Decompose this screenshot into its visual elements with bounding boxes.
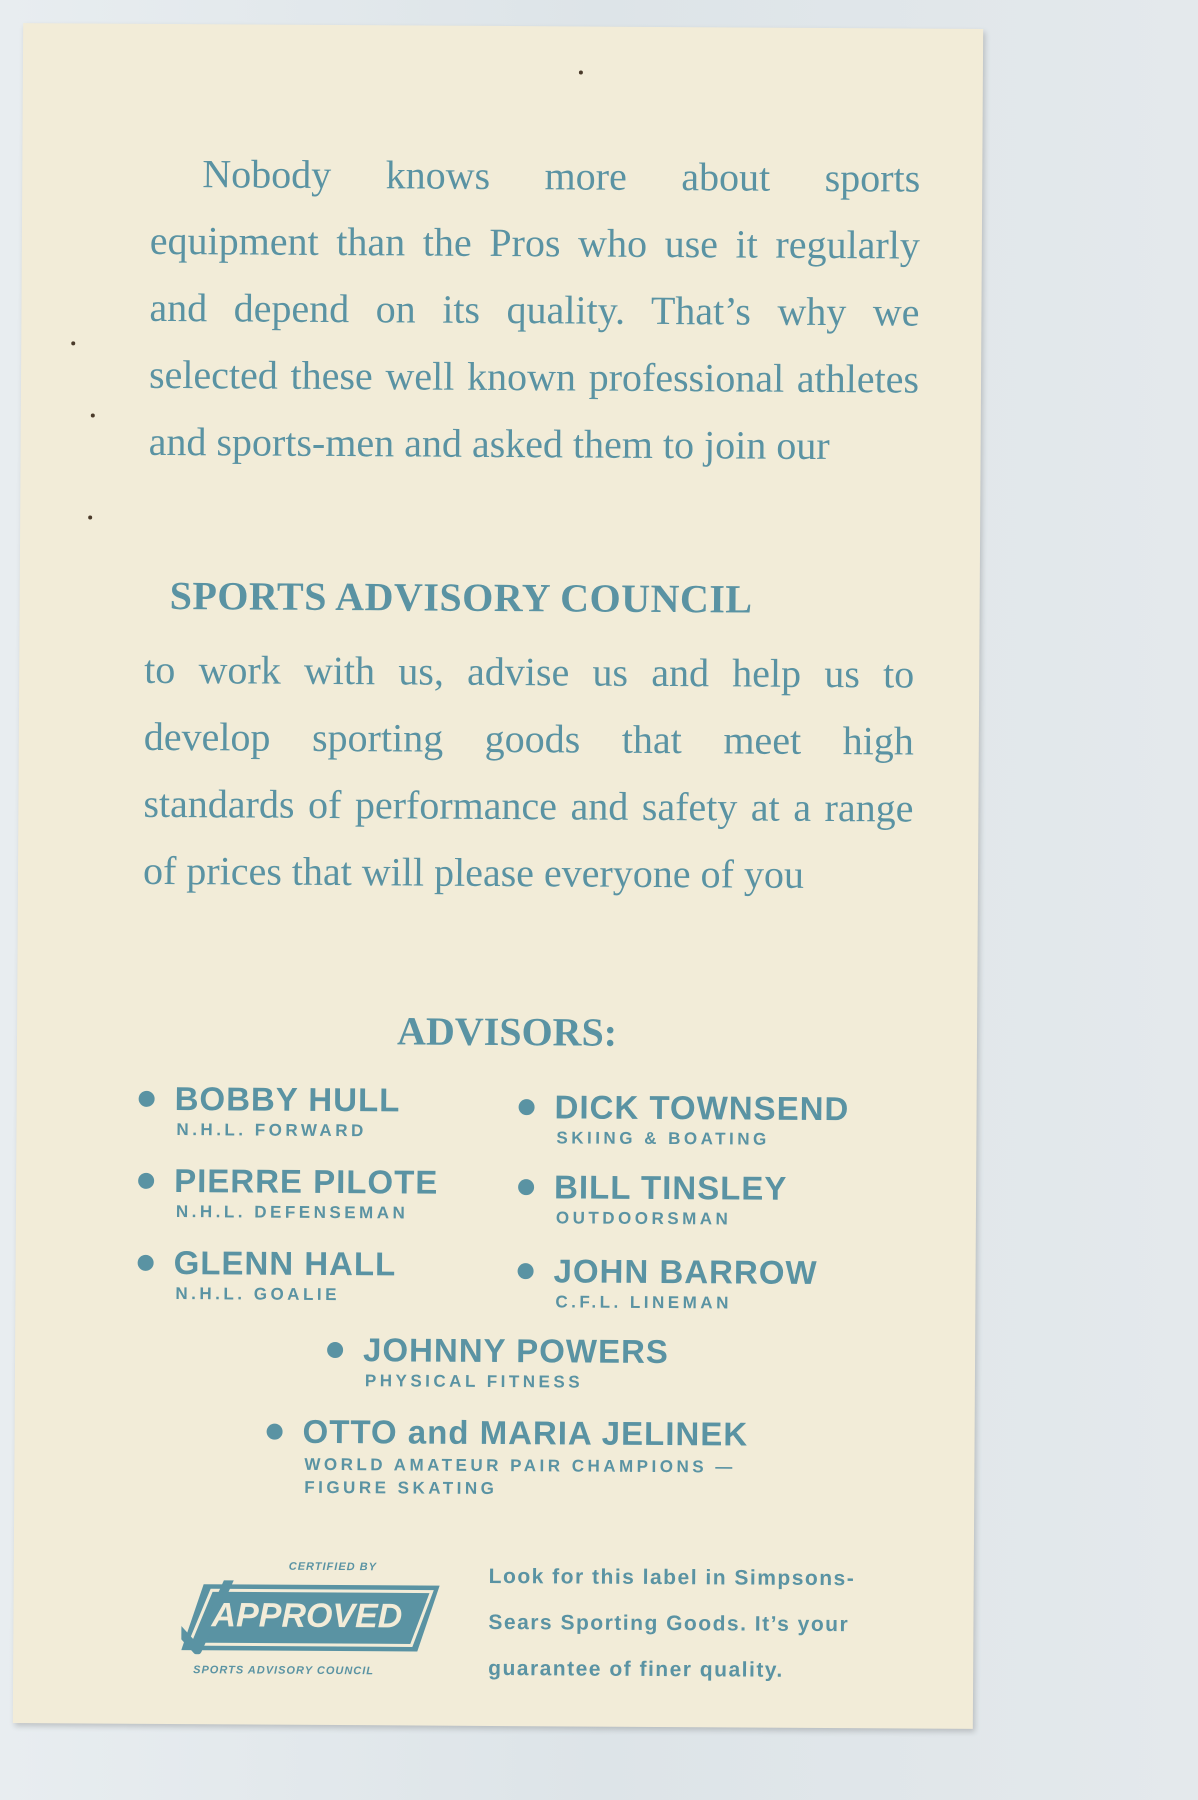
advisor-entry <box>518 1088 849 1150</box>
advisor-role: N.H.L. DEFENSEMAN <box>175 1202 409 1223</box>
advisor-name: PIERRE PILOTE <box>174 1162 439 1201</box>
logo-certified-text: CERTIFIED BY <box>288 1560 378 1574</box>
speck <box>88 515 92 519</box>
advisor-name: GLENN HALL <box>173 1244 397 1283</box>
advisor-role: C.F.L. LINEMAN <box>555 1292 732 1313</box>
advisor-name: JOHNNY POWERS <box>362 1331 669 1371</box>
advisor-name: OTTO and MARIA JELINEK <box>302 1412 749 1453</box>
advisor-entry <box>138 1162 439 1224</box>
bullet-icon <box>138 1173 154 1189</box>
advisor-name: BILL TINSLEY <box>553 1168 788 1207</box>
logo-approved-text: APPROVED <box>211 1596 403 1636</box>
speck <box>91 414 95 418</box>
bullet-icon <box>518 1179 534 1195</box>
advisor-entry <box>518 1168 788 1230</box>
bullet-icon <box>327 1342 343 1358</box>
advisor-role: WORLD AMATEUR PAIR CHAMPIONS — FIGURE SKATING <box>304 1454 736 1499</box>
intro-paragraph: Nobody knows more about sports equipment than the Pros who use it regularly and depend on its quality. That’s why we selected these well known professional athletes and sports-men and asked them to join our <box>148 151 921 469</box>
advisors-heading: ADVISORS: <box>396 1008 618 1055</box>
council-title: SPORTS ADVISORY COUNCIL <box>169 572 753 622</box>
speck <box>71 341 75 345</box>
advisor-entry <box>138 1080 400 1142</box>
label-guarantee-text: Look for this label in Simpsons-Sears Sporting Goods. It’s your guarantee of finer quality. <box>488 1564 856 1682</box>
advisor-entry <box>327 1331 669 1393</box>
advisor-name: JOHN BARROW <box>553 1252 818 1291</box>
bullet-icon <box>138 1255 154 1271</box>
advisor-name: DICK TOWNSEND <box>554 1088 850 1128</box>
approved-logo <box>163 1560 454 1692</box>
advisor-entry <box>266 1413 825 1502</box>
advisor-role: SKIING & BOATING <box>556 1128 770 1149</box>
advisor-role: N.H.L. FORWARD <box>176 1120 367 1141</box>
advisor-name: BOBBY HULL <box>174 1080 401 1119</box>
bullet-icon <box>139 1091 155 1107</box>
advisor-role: N.H.L. GOALIE <box>175 1284 340 1305</box>
council-description: to work with us, advise us and help us to develop sporting goods that meet high standards of performance and safety at a range of prices that will please everyone of you <box>142 646 915 897</box>
advisory-council-card <box>13 23 983 1729</box>
bullet-icon <box>518 1263 534 1279</box>
advisor-entry <box>517 1252 817 1314</box>
advisor-role: PHYSICAL FITNESS <box>364 1371 584 1392</box>
bullet-icon <box>267 1424 283 1440</box>
bullet-icon <box>519 1099 535 1115</box>
speck <box>579 70 583 74</box>
advisor-role: OUTDOORSMAN <box>555 1208 732 1229</box>
logo-council-text: SPORTS ADVISORY COUNCIL <box>193 1664 375 1678</box>
advisor-entry <box>137 1244 396 1306</box>
